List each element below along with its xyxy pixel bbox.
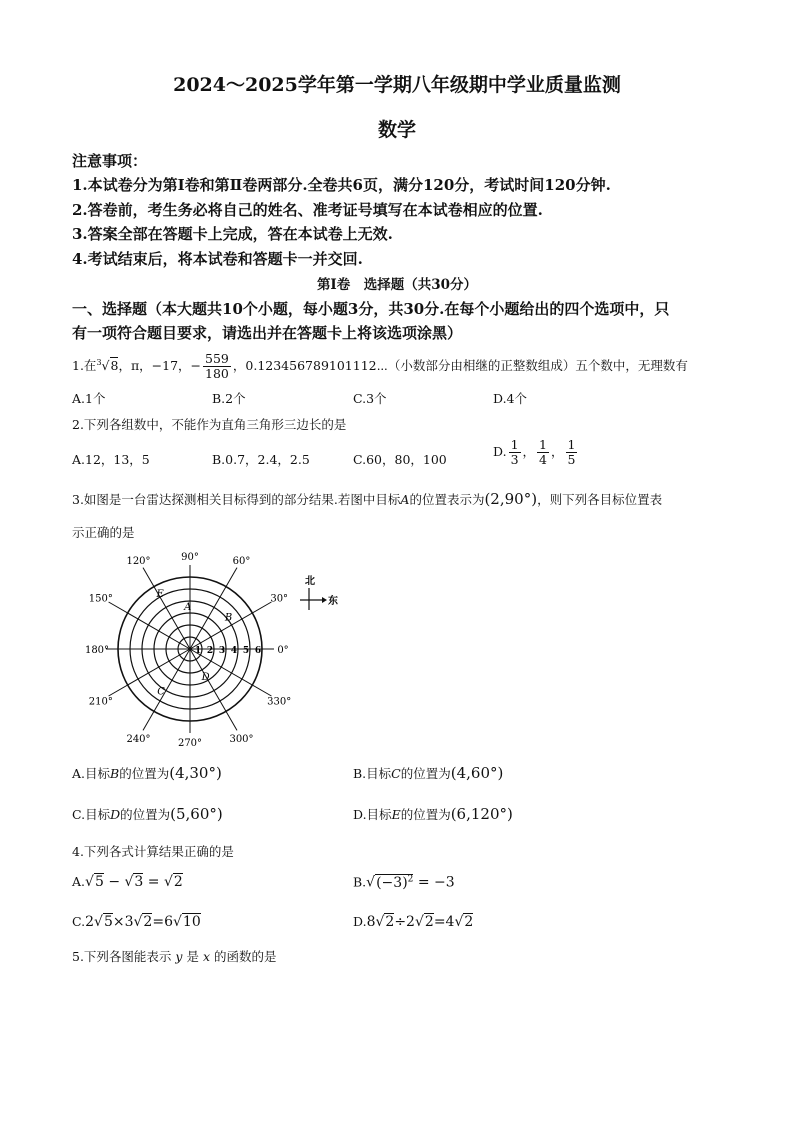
target-a-coord: (2,90°) [484,490,538,508]
radar-angle-label-210: 210° [88,696,113,708]
radar-ring-number-3: 3 [218,646,226,656]
part1-title: 第Ⅰ卷 选择题（共30分） [316,277,478,293]
exam-title: 2024～2025学年第一学期八年级期中学业质量监测 [173,74,621,96]
radar-angle-label-300: 300° [229,734,254,746]
radar-ray-300 [190,649,237,730]
radar-angle-label-60: 60° [232,555,251,567]
note-item-4: 4.考试结束后，将本试卷和答题卡一并交回. [72,250,363,268]
q1-option-a: A.1个 [72,391,106,406]
radar-ring-number-5: 5 [242,646,250,656]
q4-option-a: A.√5 − √3 = √2 [72,874,183,890]
radar-target-A: A [184,601,192,613]
compass-north-label: 北 [305,576,315,587]
radar-ring-number-6: 6 [254,646,262,656]
radar-ray-210 [109,649,190,696]
section-instruction-line2: 有一项符合题目要求，请选出并在答题卡上将该选项涂黑） [72,324,463,342]
radar-diagram [70,540,310,750]
question-3-stem-line1: 3.如图是一台雷达探测相关目标得到的部分结果.若图中目标A的位置表示为(2,90°)，则下列各目标位置表 [72,490,663,508]
q1-mid: ，π，−17，− [118,358,202,373]
radar-ring-number-1: 1 [194,646,202,656]
radar-angle-label-90: 90° [181,552,199,563]
q1-option-c: C.3个 [353,391,387,406]
note-item-2: 2.答卷前，考生务必将自己的姓名、准考证号填写在本试卷相应的位置. [72,201,543,219]
radar-angle-label-120: 120° [126,555,151,567]
q4-option-c: C.2√5×3√2=6√10 [72,914,201,930]
radar-target-E: E [156,588,164,600]
q3-option-c: C.目标D的位置为(5,60°) [72,805,223,823]
radar-target-B: B [224,612,233,624]
radar-angle-label-30: 30° [270,593,289,605]
q3-option-a: A.目标B的位置为(4,30°) [72,764,222,782]
q2-option-b: B.0.7，2.4，2.5 [212,452,310,467]
radar-ray-150 [109,602,190,649]
radar-ray-60 [190,568,237,649]
q2-option-d: D. $\frac{1}{3}$ ， $\frac{1}{4}$ ， $\frac{1}{5}$ [493,437,576,467]
q1-fraction: $\frac{559}{180}$ [205,351,229,381]
q4-option-d: D.8√2÷2√2=4√2 [353,914,474,930]
radar-target-D: D [201,672,210,683]
question-3-stem-line2: 示正确的是 [72,525,135,540]
q1-tail: ，0.123456789101112⋯（小数部分由相继的正整数组成）五个数中，无理数有 [232,358,688,373]
radar-ray-30 [190,602,271,649]
fraction-1-5: $\frac{1}{5}$ [567,437,576,467]
cuberoot-radicand: 8 [110,358,119,373]
q1-option-b: B.2个 [212,391,246,406]
compass-east-label: 东 [328,596,338,607]
radar-target-C: C [157,686,165,698]
radar-ring-number-4: 4 [230,646,238,656]
subject-title: 数学 [377,119,416,141]
radar-ray-120 [143,568,190,649]
q2-option-a: A.12，13，5 [72,452,150,467]
radar-angle-label-180: 180° [84,645,110,656]
q1-option-d: D.4个 [493,391,528,406]
radar-ray-240 [143,649,190,730]
question-4-stem: 4.下列各式计算结果正确的是 [72,844,234,859]
note-item-3: 3.答案全部在答题卡上完成，答在本试卷上无效. [72,225,393,243]
question-5-stem: 5.下列各图能表示 y 是 x 的函数的是 [72,949,277,964]
q3-option-d: D.目标E的位置为(6,120°) [353,805,513,823]
radar-angle-label-330: 330° [267,696,292,708]
target-a-label: A [400,492,410,507]
question-2-stem: 2.下列各组数中，不能作为直角三角形三边长的是 [72,417,347,432]
section-instruction-line1: 一、选择题（本大题共10个小题，每小题3分，共30分.在每个小题给出的四个选项中，只 [72,300,670,318]
q2-option-c: C.60，80，100 [353,452,447,467]
radar-angle-label-270: 270° [177,738,203,749]
question-1-stem: 1.在$^3$√8，π，−17，− $\frac{559}{180}$ ，0.123456789101112⋯（小数部分由相继的正整数组成）五个数中，无理数有 [72,351,688,381]
q1-prefix: 1.在 [72,358,97,373]
q4-option-b: $B.√(-3)^2 = -3$ [353,874,455,891]
compass-icon [294,570,344,620]
radar-angle-label-0: 0° [277,645,289,656]
radar-angle-label-150: 150° [88,593,113,605]
q3-option-b: B.目标C的位置为(4,60°) [353,764,504,782]
radar-ring-number-2: 2 [206,646,214,656]
fraction-1-3: $\frac{1}{3}$ [510,437,519,467]
radar-angle-label-240: 240° [126,734,151,746]
cuberoot-index: 3 [96,357,102,367]
note-item-1: 1.本试卷分为第Ⅰ卷和第Ⅱ卷两部分.全卷共6页，满分120分，考试时间120分钟. [72,176,611,194]
fraction-1-4: $\frac{1}{4}$ [539,437,547,467]
notes-heading: 注意事项： [72,152,148,170]
